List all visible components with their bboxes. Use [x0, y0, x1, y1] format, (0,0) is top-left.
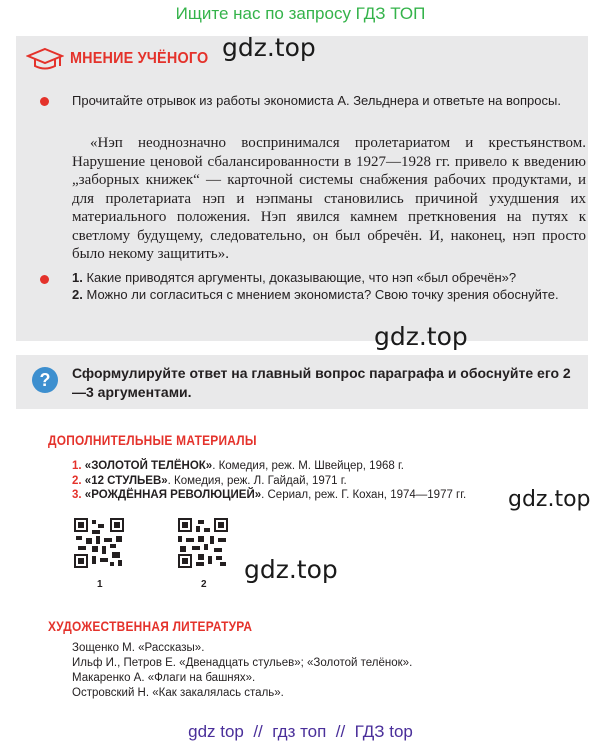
question-number: 2.: [72, 287, 83, 302]
material-title: «ЗОЛОТОЙ ТЕЛЁНОК»: [84, 460, 213, 472]
material-details: . Сериал, реж. Г. Кохан, 1974—1977 гг.: [261, 489, 467, 501]
question-text: Можно ли согласиться с мнением экономиста? Свою точку зрения обоснуйте.: [86, 287, 559, 302]
literature-item: Островский Н. «Как закалялась сталь».: [72, 687, 284, 699]
material-item: [72, 488, 466, 503]
material-details: . Комедия, реж. М. Швейцер, 1968 г.: [212, 460, 404, 472]
question-text: Какие приводятся аргументы, доказывающие, что нэп «был обречён»?: [86, 270, 517, 285]
qr-code-icon[interactable]: [74, 518, 124, 568]
material-number: 1.: [72, 460, 82, 472]
top-banner: Ищите нас по запросу ГДЗ ТОП: [175, 4, 426, 23]
material-item: [72, 459, 466, 474]
question-item: [72, 286, 582, 303]
graduation-cap-icon: [26, 46, 64, 72]
question-item: [72, 269, 582, 286]
literature-list: [72, 641, 412, 701]
scholar-title: МНЕНИЕ УЧЁНОГО: [70, 50, 209, 67]
qr-code-icon[interactable]: [178, 518, 228, 568]
scholar-header: [26, 46, 224, 72]
literature-title: ХУДОЖЕСТВЕННАЯ ЛИТЕРАТУРА: [48, 618, 253, 634]
footer-links: gdz top // гдз топ // ГДЗ top: [188, 722, 413, 741]
question-number: 1.: [72, 270, 83, 285]
materials-list: [72, 459, 466, 503]
questions-list: [72, 269, 582, 303]
material-number: 2.: [72, 474, 82, 487]
material-number: 3.: [72, 489, 82, 501]
main-question-box: [16, 355, 588, 409]
bullet-icon: [40, 275, 49, 284]
material-title: «РОЖДЁННАЯ РЕВОЛЮЦИЕЙ»: [84, 489, 262, 501]
watermark: gdz.top: [374, 322, 468, 351]
literature-item: Ильф И., Петров Е. «Двенадцать стульев»; «Золотой телёнок».: [72, 657, 413, 669]
material-title: «12 СТУЛЬЕВ»: [84, 474, 168, 487]
literature-item: Макаренко А. «Флаги на башнях».: [72, 672, 256, 684]
watermark: gdz.top: [508, 487, 591, 512]
bullet-icon: [40, 97, 49, 106]
qr-label: 1: [97, 579, 103, 590]
literature-item: Зощенко М. «Рассказы».: [72, 642, 205, 654]
scholar-opinion-box: [16, 36, 588, 341]
material-item: [72, 474, 466, 489]
main-question-text: Сформулируйте ответ на главный вопрос параграфа и обоснуйте его 2—3 аргументами.: [72, 365, 571, 400]
task-text: Прочитайте отрывок из работы экономиста А. Зельднера и ответьте на вопросы.: [72, 93, 561, 108]
question-icon: ?: [32, 367, 58, 393]
material-details: . Комедия, реж. Л. Гайдай, 1971 г.: [167, 474, 347, 487]
qr-label: 2: [201, 579, 207, 590]
watermark: gdz.top: [222, 33, 316, 62]
materials-title: ДОПОЛНИТЕЛЬНЫЕ МАТЕРИАЛЫ: [48, 432, 257, 448]
quote-text: «Нэп неоднозначно воспринимался пролетариатом и крестьянством. Нарушение ценовой сбалансированности в 1927—1928 гг. привело к введению „заборных книжек“ — карточной системы снабжения рабочих продуктами, и для пролетариата нэп и нэпманы становились причиной ухудшения их материального положения. Нэп явился камнем преткновения на путях к светлому будущему, следовательно, он был обречён. И, наконец, нэп просто было некому защитить».: [72, 135, 586, 262]
watermark: gdz.top: [244, 555, 338, 584]
